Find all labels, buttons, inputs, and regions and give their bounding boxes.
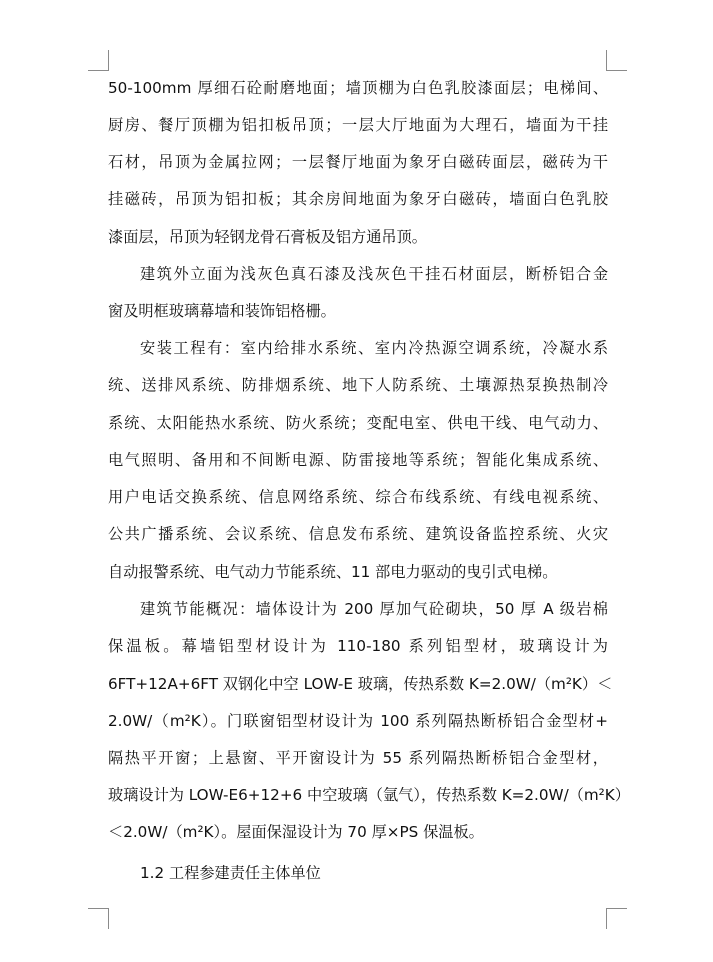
text-line: 保温板。幕墙铝型材设计为 110-180 系列铝型材，玻璃设计为	[108, 637, 608, 655]
text-line: 自动报警系统、电气动力节能系统、11 部电力驱动的曳引式电梯。	[108, 563, 558, 581]
text-line: 厨房、餐厅顶棚为铝扣板吊顶；一层大厅地面为大理石，墙面为干挂	[108, 116, 608, 134]
text-line: 系统、太阳能热水系统、防火系统；变配电室、供电干线、电气动力、	[108, 414, 608, 432]
text-line: 6FT+12A+6FT 双钢化中空 LOW-E 玻璃，传热系数 K=2.0W/（m²K）＜	[108, 675, 613, 693]
text-line: 石材，吊顶为金属拉网；一层餐厅地面为象牙白磁砖面层，磁砖为干	[108, 153, 608, 171]
text-line: 建筑外立面为浅灰色真石漆及浅灰色干挂石材面层，断桥铝合金	[140, 265, 608, 283]
crop-mark-top-left	[88, 50, 109, 71]
text-line: ＜2.0W/（m²K）。屋面保湿设计为 70 厚×PS 保温板。	[108, 823, 484, 841]
text-line: 窗及明框玻璃幕墙和装饰铝格栅。	[108, 302, 336, 320]
crop-mark-bottom-right	[606, 908, 627, 929]
text-line: 隔热平开窗；上悬窗、平开窗设计为 55 系列隔热断桥铝合金型材，	[108, 749, 608, 767]
text-line: 电气照明、备用和不间断电源、防雷接地等系统；智能化集成系统、	[108, 451, 608, 469]
text-line: 50-100mm 厚细石砼耐磨地面；墙顶棚为白色乳胶漆面层；电梯间、	[108, 79, 608, 97]
text-line: 安装工程有：室内给排水系统、室内冷热源空调系统，冷凝水系	[140, 339, 608, 357]
section-heading: 1.2 工程参建责任主体单位	[140, 864, 321, 882]
text-line: 玻璃设计为 LOW-E6+12+6 中空玻璃（氩气），传热系数 K=2.0W/（m²K）	[108, 786, 630, 804]
text-line: 公共广播系统、会议系统、信息发布系统、建筑设备监控系统、火灾	[108, 525, 608, 543]
text-line: 统、送排风系统、防排烟系统、地下人防系统、土壤源热泵换热制冷	[108, 376, 608, 394]
crop-mark-top-right	[606, 50, 627, 71]
crop-mark-bottom-left	[88, 908, 109, 929]
text-line: 2.0W/（m²K）。门联窗铝型材设计为 100 系列隔热断桥铝合金型材+	[108, 712, 608, 730]
text-line: 漆面层，吊顶为轻钢龙骨石膏板及铝方通吊顶。	[108, 228, 427, 246]
text-line: 挂磁砖，吊顶为铝扣板；其余房间地面为象牙白磁砖，墙面白色乳胶	[108, 190, 608, 208]
text-line: 用户电话交换系统、信息网络系统、综合布线系统、有线电视系统、	[108, 488, 608, 506]
text-line: 建筑节能概况：墙体设计为 200 厚加气砼砌块，50 厚 A 级岩棉	[140, 600, 608, 618]
